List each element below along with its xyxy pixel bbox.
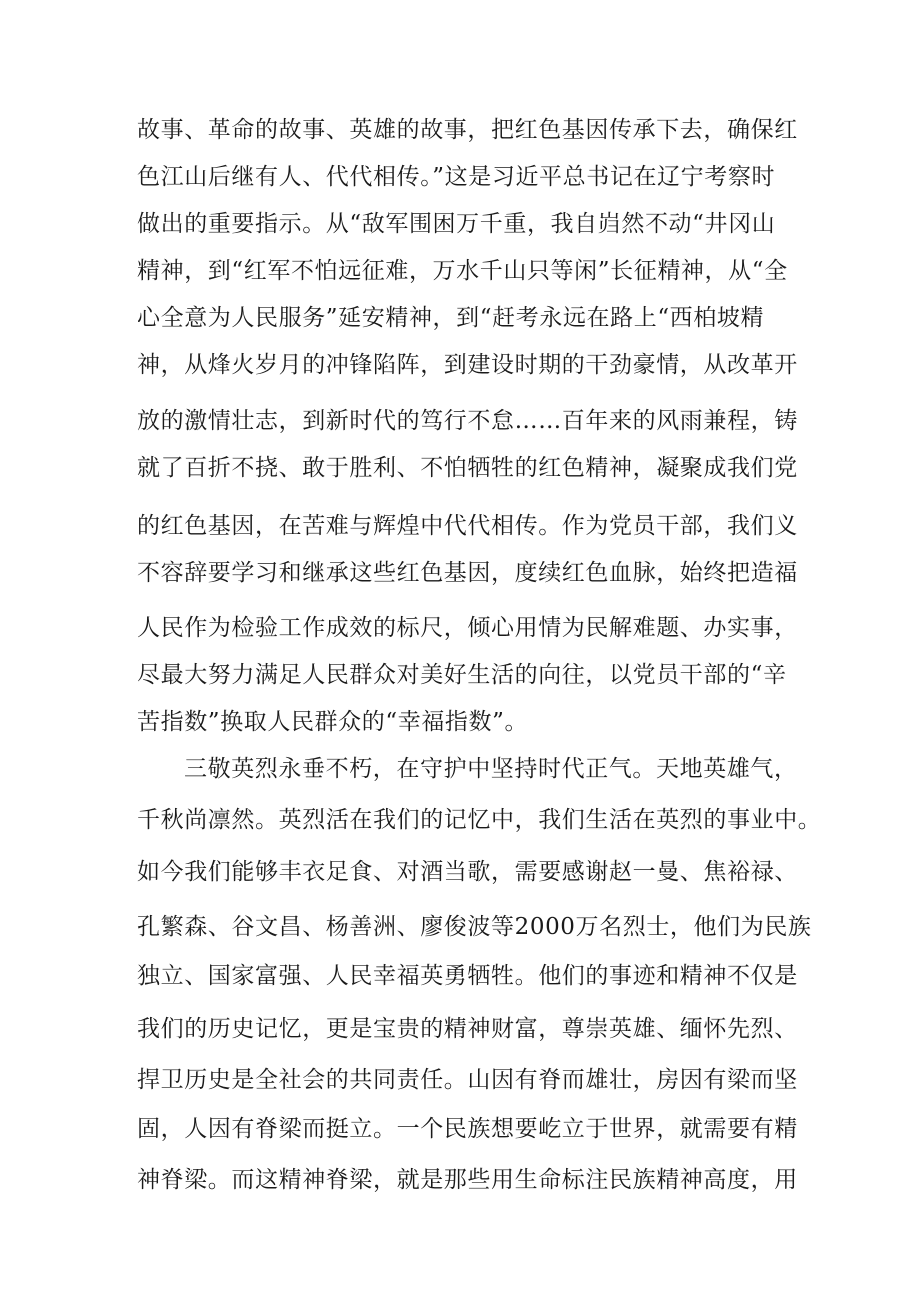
text-line: 孔繁森、谷文昌、杨善洲、廖俊波等2000万名烈士，他们为民族 bbox=[137, 914, 812, 940]
text-line: 不容辞要学习和继承这些红色基因，度续红色血脉，始终把造福 bbox=[137, 560, 798, 586]
text-line: 捍卫历史是全社会的共同责任。山因有脊而雄壮，房因有梁而坚 bbox=[137, 1067, 798, 1093]
text-line: 故事、革命的故事、英雄的故事，把红色基因传承下去，确保红 bbox=[137, 117, 798, 143]
text-line: 心全意为人民服务”延安精神，到“赶考永远在路上“西柏坡精 bbox=[137, 305, 765, 331]
text-line: 精神，到“红军不怕远征难，万水千山只等闲”长征精神，从“全 bbox=[137, 258, 788, 284]
paragraph-heading-line: 三敬英烈永垂不朽，在守护中坚持时代正气。天地英雄气， bbox=[184, 756, 798, 782]
text-line: 人民作为检验工作成效的标尺，倾心用情为民解难题、办实事， bbox=[137, 615, 798, 641]
text-line: 神，从烽火岁月的冲锋陷阵，到建设时期的干劲豪情，从改革开 bbox=[137, 352, 798, 378]
text-line: 固，人因有脊梁而挺立。一个民族想要屹立于世界，就需要有精 bbox=[137, 1116, 798, 1142]
text-line: 千秋尚凛然。英烈活在我们的记忆中，我们生活在英烈的事业中。 bbox=[137, 807, 822, 833]
text-line: 苦指数”换取人民群众的“幸福指数”。 bbox=[137, 709, 529, 735]
text-line: 色江山后继有人、代代相传。”这是习近平总书记在辽宁考察时 bbox=[137, 164, 776, 190]
text-line: 我们的历史记忆，更是宝贵的精神财富，尊崇英雄、缅怀先烈、 bbox=[137, 1016, 798, 1042]
text-line: 的红色基因，在苦难与辉煌中代代相传。作为党员干部，我们义 bbox=[137, 513, 798, 539]
text-line: 尽最大努力满足人民群众对美好生活的向往，以党员干部的“辛 bbox=[137, 662, 787, 688]
text-line: 就了百折不挠、敢于胜利、不怕牺牲的红色精神，凝聚成我们党 bbox=[137, 455, 798, 481]
text-line: 做出的重要指示。从“敌军围困万千重，我自岿然不动“井冈山 bbox=[137, 211, 776, 237]
text-line: 独立、国家富强、人民幸福英勇牺牲。他们的事迹和精神不仅是 bbox=[137, 963, 798, 989]
text-line: 神脊梁。而这精神脊梁，就是那些用生命标注民族精神高度，用 bbox=[137, 1167, 798, 1193]
text-line: 放的激情壮志，到新时代的笃行不怠……百年来的风雨兼程，铸 bbox=[137, 408, 798, 434]
text-line: 如今我们能够丰衣足食、对酒当歌，需要感谢赵一曼、焦裕禄、 bbox=[137, 859, 798, 885]
